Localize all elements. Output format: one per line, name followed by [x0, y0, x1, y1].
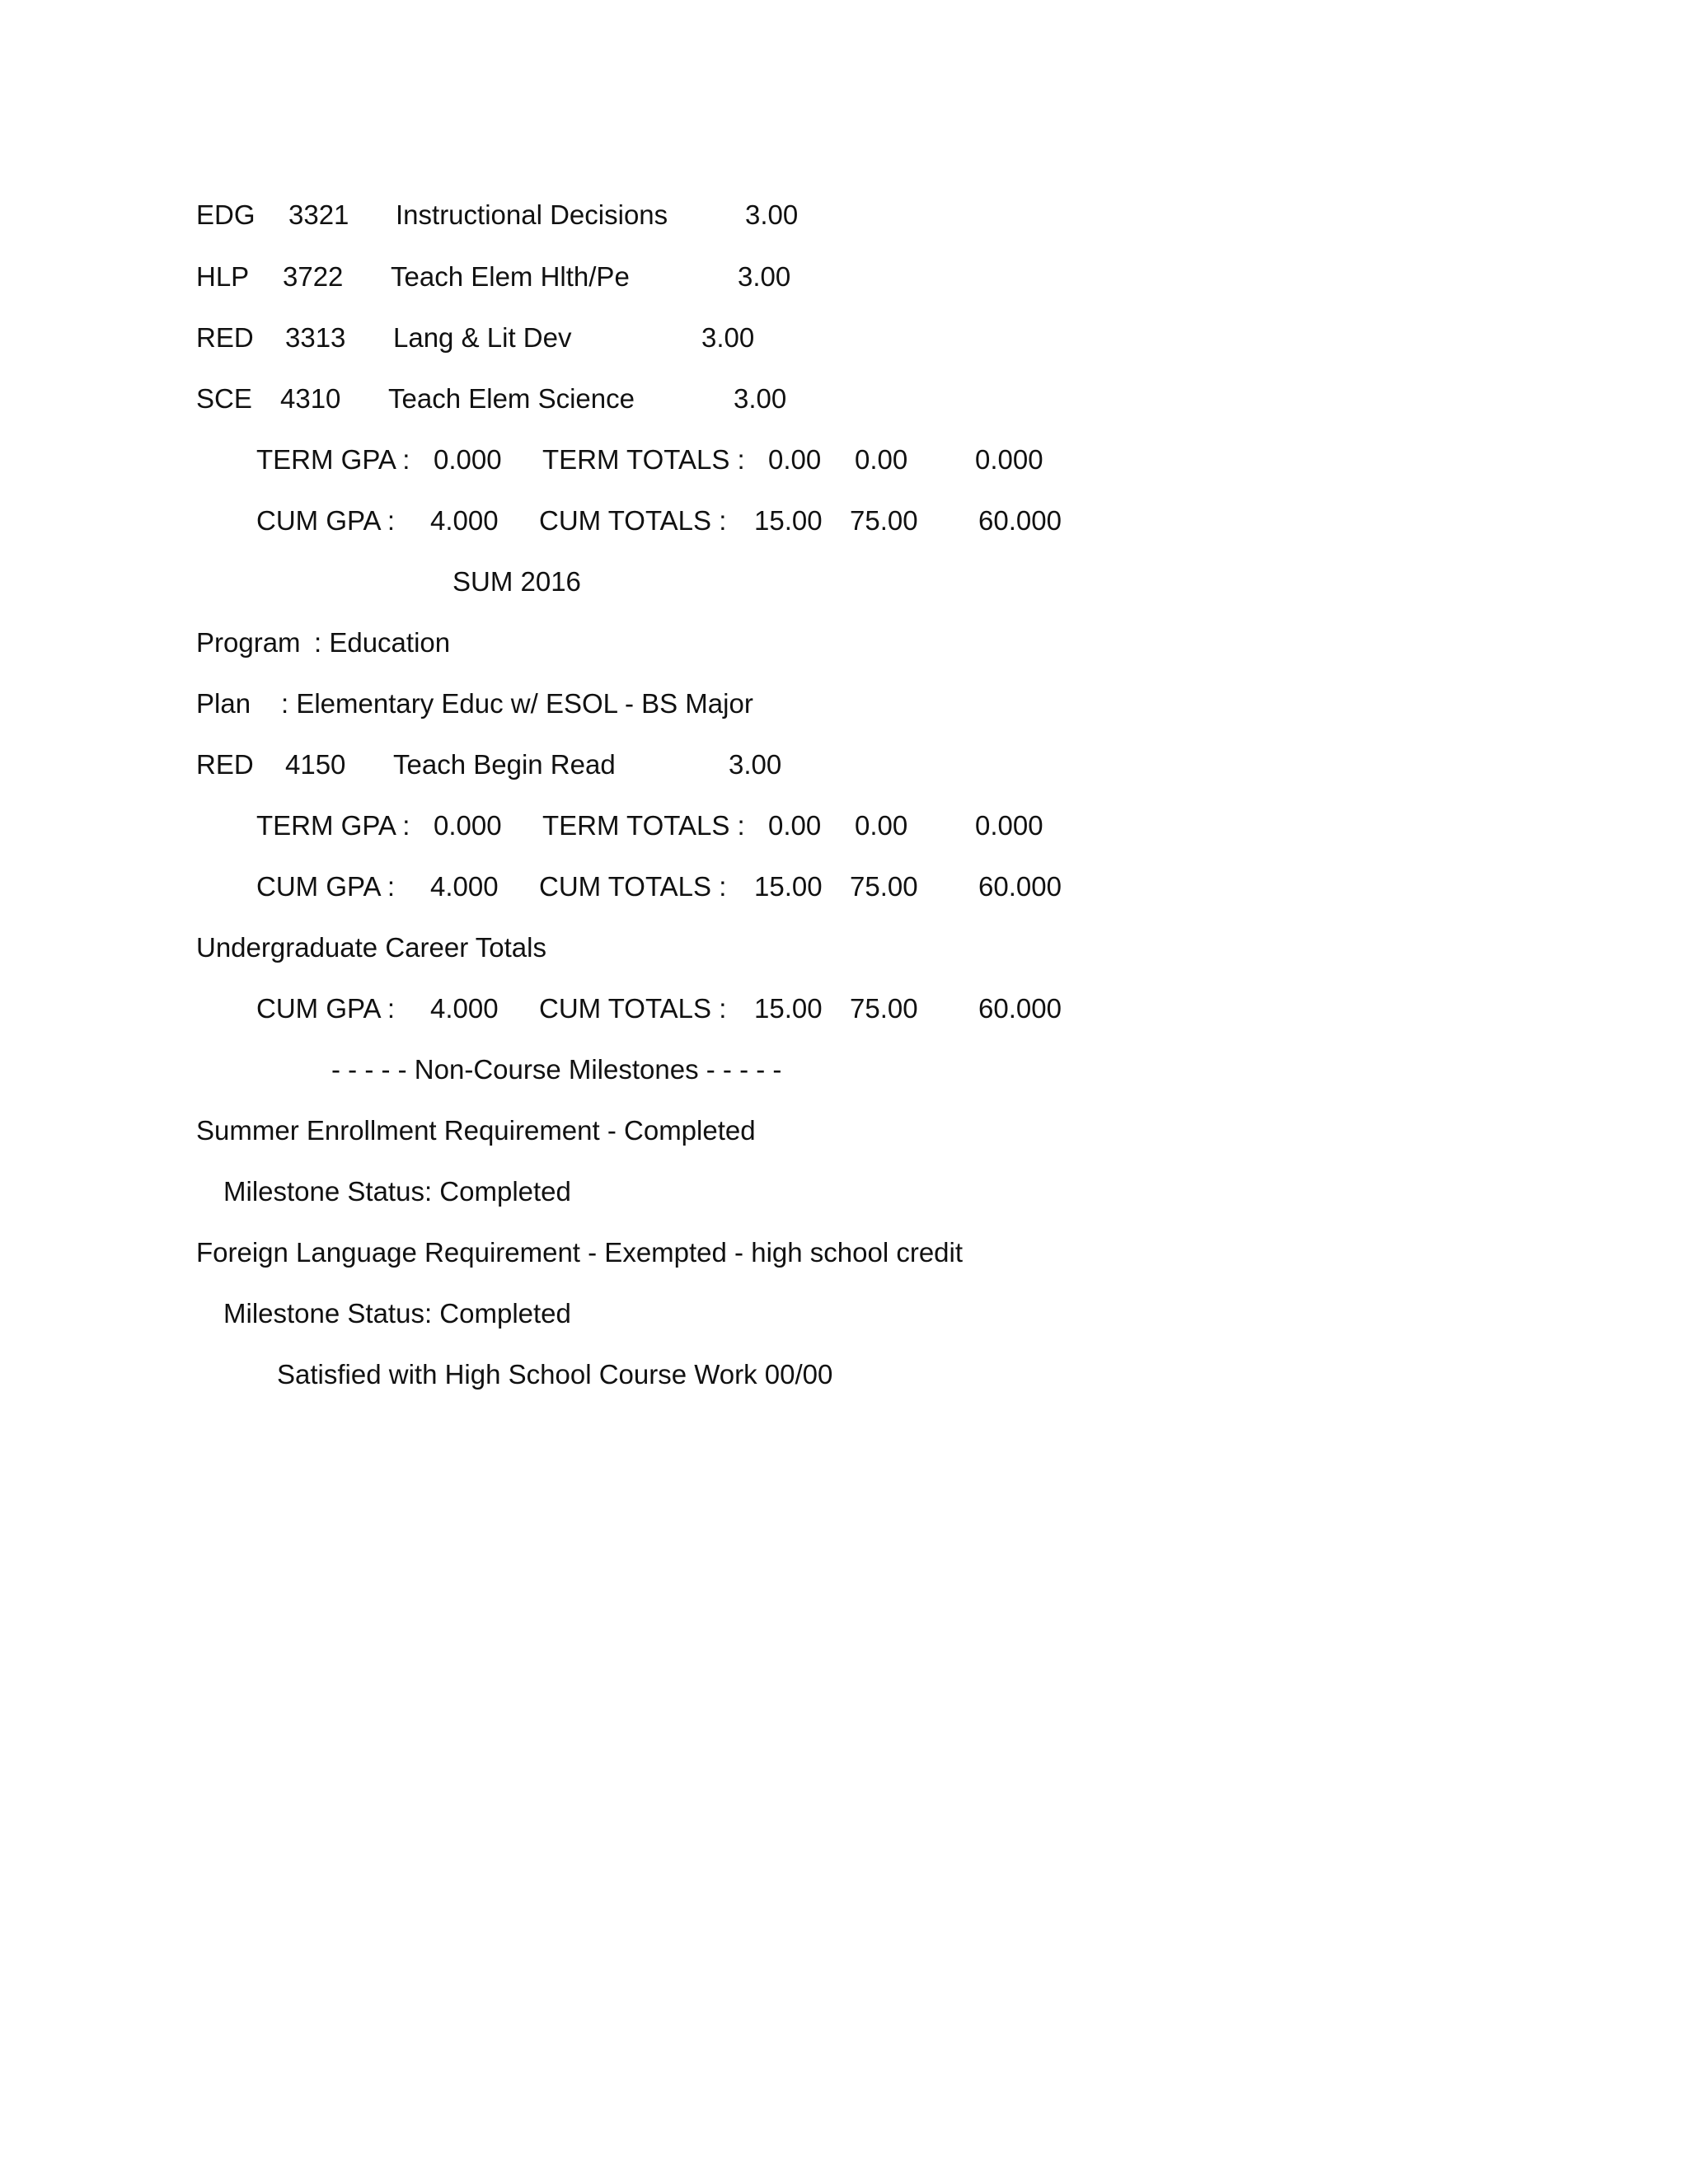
course-number: 3321 [288, 199, 349, 230]
career-heading: Undergraduate Career Totals [196, 932, 546, 963]
course-number: 4310 [280, 383, 341, 414]
course-title: Lang & Lit Dev [393, 322, 572, 353]
cum-gpa-label: CUM GPA : [256, 871, 396, 902]
term-attempted: 0.00 [768, 444, 822, 475]
course-units: 3.00 [701, 322, 755, 353]
milestone-title: Foreign Language Requirement - Exempted - high school credit [196, 1237, 964, 1268]
course-units: 3.00 [745, 199, 799, 230]
milestone-status: Milestone Status: Completed [223, 1176, 571, 1207]
cum-totals-label: CUM TOTALS : [539, 993, 727, 1024]
cum-earned: 75.00 [850, 871, 918, 902]
term-gpa-value: 0.000 [434, 810, 502, 841]
term-heading: SUM 2016 [452, 566, 581, 597]
cum-points: 60.000 [978, 993, 1062, 1024]
cum-earned: 75.00 [850, 993, 918, 1024]
cum-points: 60.000 [978, 871, 1062, 902]
term-attempted: 0.00 [768, 810, 822, 841]
cum-earned: 75.00 [850, 505, 918, 536]
milestone-note: Satisfied with High School Course Work 00/00 [277, 1359, 833, 1390]
course-number: 4150 [285, 749, 346, 780]
cum-gpa-value: 4.000 [430, 993, 499, 1024]
course-title: Instructional Decisions [396, 199, 668, 230]
cum-totals-label: CUM TOTALS : [539, 505, 727, 536]
term-gpa-value: 0.000 [434, 444, 502, 475]
term-points: 0.000 [975, 810, 1043, 841]
term-points: 0.000 [975, 444, 1043, 475]
term-gpa-label: TERM GPA : [256, 444, 410, 475]
course-subject: HLP [196, 261, 250, 292]
cum-totals-label: CUM TOTALS : [539, 871, 727, 902]
course-subject: EDG [196, 199, 256, 230]
term-earned: 0.00 [855, 810, 908, 841]
term-gpa-label: TERM GPA : [256, 810, 410, 841]
course-units: 3.00 [734, 383, 787, 414]
program-label: Program [196, 627, 301, 658]
course-number: 3722 [283, 261, 344, 292]
cum-gpa-label: CUM GPA : [256, 993, 396, 1024]
cum-points: 60.000 [978, 505, 1062, 536]
term-totals-label: TERM TOTALS : [542, 444, 745, 475]
term-totals-label: TERM TOTALS : [542, 810, 745, 841]
cum-gpa-label: CUM GPA : [256, 505, 396, 536]
cum-attempted: 15.00 [754, 505, 823, 536]
milestones-heading: - - - - - Non-Course Milestones - - - - - [331, 1054, 782, 1085]
cum-attempted: 15.00 [754, 993, 823, 1024]
course-units: 3.00 [738, 261, 791, 292]
course-subject: RED [196, 749, 254, 780]
plan-value: : Elementary Educ w/ ESOL - BS Major [281, 688, 753, 719]
cum-gpa-value: 4.000 [430, 505, 499, 536]
milestone-status: Milestone Status: Completed [223, 1298, 571, 1329]
program-value: : Education [314, 627, 451, 658]
course-title: Teach Elem Hlth/Pe [391, 261, 630, 292]
cum-attempted: 15.00 [754, 871, 823, 902]
cum-gpa-value: 4.000 [430, 871, 499, 902]
course-number: 3313 [285, 322, 346, 353]
course-title: Teach Elem Science [388, 383, 635, 414]
course-subject: RED [196, 322, 254, 353]
term-earned: 0.00 [855, 444, 908, 475]
course-subject: SCE [196, 383, 252, 414]
milestone-title: Summer Enrollment Requirement - Completed [196, 1115, 756, 1146]
plan-label: Plan [196, 688, 251, 719]
course-units: 3.00 [729, 749, 782, 780]
course-title: Teach Begin Read [393, 749, 616, 780]
